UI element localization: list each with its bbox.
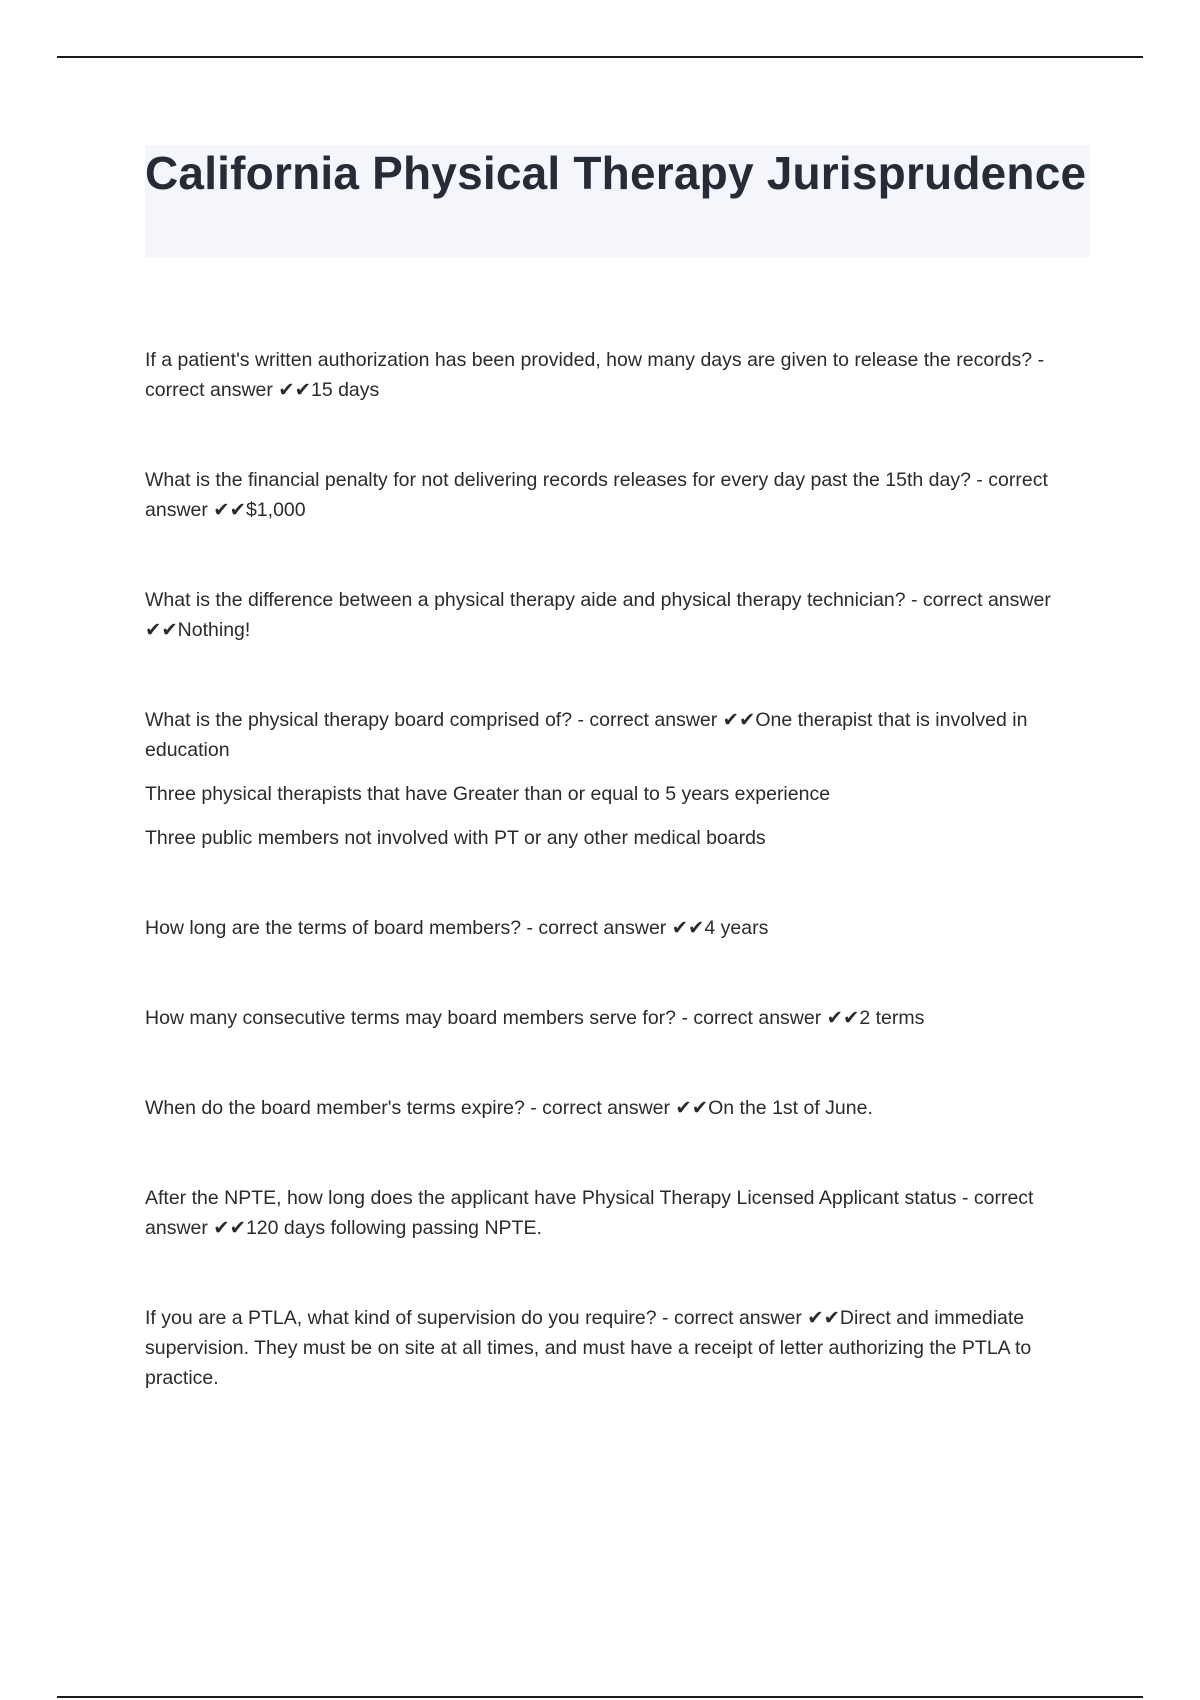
qa-item: [145, 345, 1090, 405]
qa-item: [145, 1183, 1090, 1243]
page-title: California Physical Therapy Jurisprudence: [145, 147, 1087, 199]
qa-item: [145, 1093, 1090, 1123]
title-box: [145, 145, 1090, 257]
qa-item: [145, 1303, 1090, 1393]
qa-text: What is the physical therapy board comprised of? - correct answer ✔✔One therapist that is involved in education: [145, 709, 1028, 761]
qa-item: [145, 705, 1090, 853]
qa-item: [145, 913, 1090, 943]
qa-item: [145, 585, 1090, 645]
bottom-divider: [57, 1696, 1143, 1698]
qa-text-continued: Three public members not involved with PT or any other medical boards: [145, 827, 766, 849]
qa-text: After the NPTE, how long does the applicant have Physical Therapy Licensed Applicant status - correct answer ✔✔120 days following passing NPTE.: [145, 1187, 1034, 1239]
qa-text: When do the board member's terms expire? - correct answer ✔✔On the 1st of June.: [145, 1097, 873, 1119]
qa-text: How long are the terms of board members? - correct answer ✔✔4 years: [145, 917, 769, 939]
qa-text: If you are a PTLA, what kind of supervision do you require? - correct answer ✔✔Direct and immediate supervision. They must be on site at all times, and must have a receipt of letter authorizing the PTLA to practice.: [145, 1307, 1032, 1389]
qa-list: [145, 345, 1090, 1453]
qa-text: If a patient's written authorization has been provided, how many days are given to release the records? - correct answer ✔✔15 days: [145, 349, 1045, 401]
qa-item: [145, 1003, 1090, 1033]
qa-text: How many consecutive terms may board members serve for? - correct answer ✔✔2 terms: [145, 1007, 925, 1029]
qa-item: [145, 465, 1090, 525]
qa-text-continued: Three physical therapists that have Greater than or equal to 5 years experience: [145, 783, 831, 805]
top-divider: [57, 56, 1143, 58]
qa-text: What is the financial penalty for not delivering records releases for every day past the 15th day? - correct answer ✔✔$1,000: [145, 469, 1048, 521]
qa-text: What is the difference between a physical therapy aide and physical therapy technician? - correct answer ✔✔Nothing!: [145, 589, 1051, 641]
